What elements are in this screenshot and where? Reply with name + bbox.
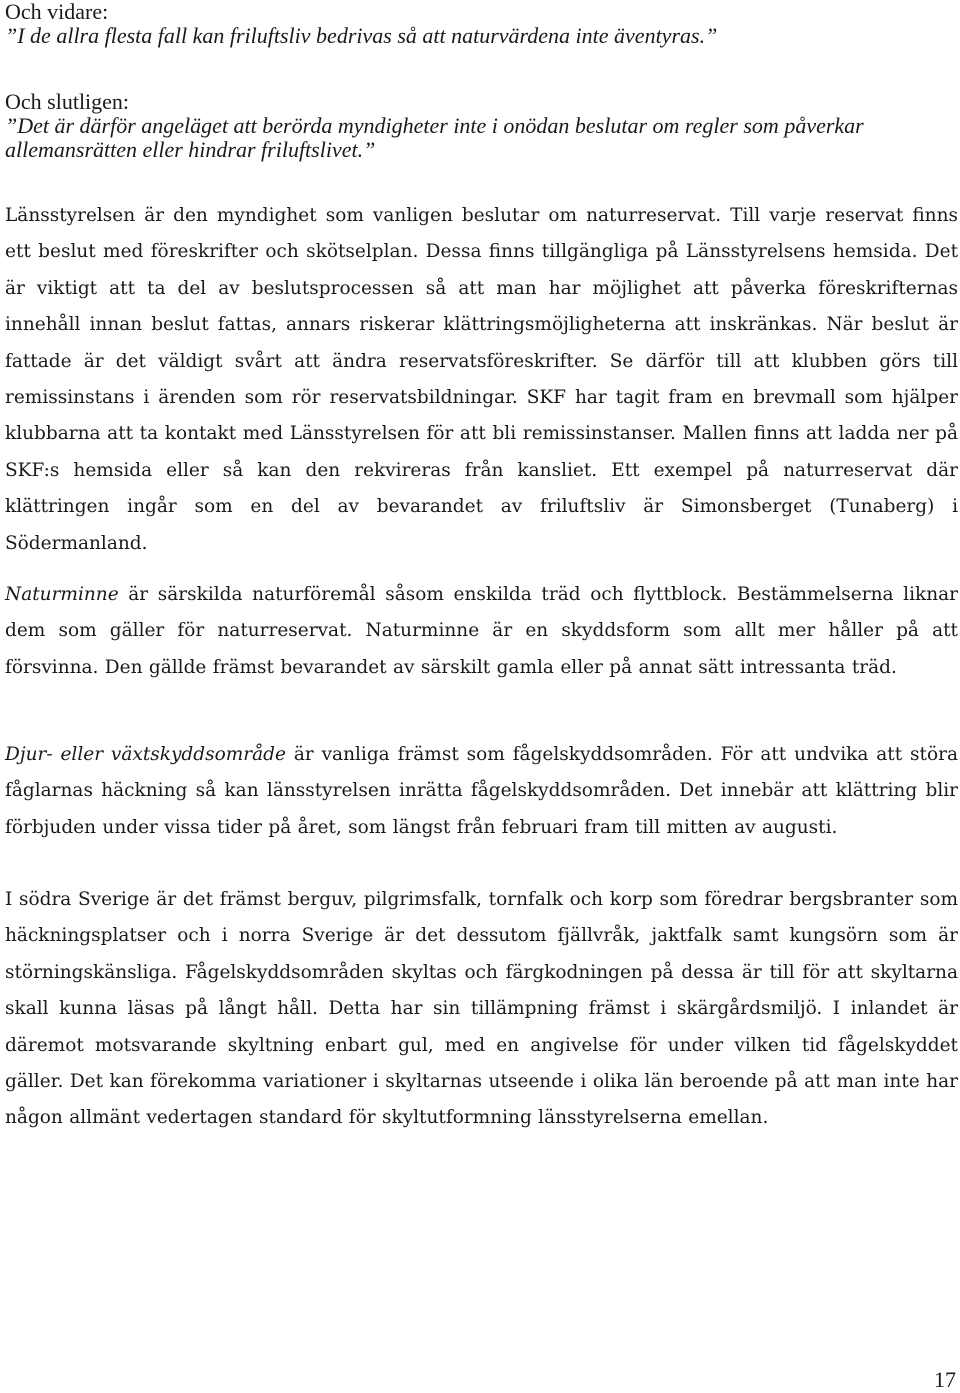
intro-quotes (5, 0, 958, 162)
intro-line-2: Och slutligen: (5, 89, 130, 114)
paragraph-naturminne-text: är särskilda naturföremål såsom enskilda träd och flyttblock. Bestämmelserna liknar dem som gäller för naturreservat. Naturminne är en skyddsform som allt mer håller på att försvinna. Den gällde främst bevarandet av särskilt gamla eller på annat sätt intressanta träd. (5, 584, 958, 678)
paragraph-naturminne (5, 577, 958, 686)
paragraph-sodra-sverige: I södra Sverige är det främst berguv, pilgrimsfalk, tornfalk och korp som föredrar bergsbranter som häckningsplatser och i norra Sverige är det dessutom fjällvråk, jaktfalk samt kungsörn som är störningskänsliga. Fågelskyddsområden skyltas och färgkodningen på dessa är till för att skyltarna skall kunna läsas på långt håll. Detta har sin tillämpning främst i skärgårdsmiljö. I inlandet är däremot motsvarande skyltning enbart gul, med en angivelse för under vilken tid fågelskyddet gäller. Det kan förekomma variationer i skyltarnas utseende i olika län beroende på att man inte har någon allmänt vedertagen standard för skyltutformning länsstyrelserna emellan. (5, 889, 958, 1129)
spacer (5, 48, 958, 90)
intro-quote-1: ”I de allra flesta fall kan friluftsliv bedrivas så att naturvärdena inte äventyras.” (5, 23, 718, 48)
intro-quote-2: ”Det är därför angeläget att berörda myndigheter inte i onödan beslutar om regler som påverkar allemansrätten eller hindrar friluftslivet.” (5, 113, 864, 162)
page-number: 17 (934, 1367, 956, 1392)
paragraph-naturreservat: Länsstyrelsen är den myndighet som vanligen beslutar om naturreservat. Till varje reservat finns ett beslut med föreskrifter och skötselplan. Dessa finns tillgängliga på Länsstyrelsens hemsida. Det är viktigt att ta del av beslutsprocessen så att man har möjlighet att påverka föreskrifternas innehåll innan beslut fattas, annars riskerar klättringsmöjligheterna att inskränkas. När beslut är fattade är det väldigt svårt att ändra reservatsföreskrifter. Se därför till att klubben görs till remissinstans i ärenden som rör reservatsbildningar. SKF har tagit fram en brevmall som hjälper klubbarna att ta kontakt med Länsstyrelsen för att bli remissinstanser. Mallen finns att ladda ner på SKF:s hemsida eller så kan den rekvireras från kansliet. Ett exempel på naturreservat där klättringen ingår som en del av bevarandet av friluftsliv är Simonsberget (Tunaberg) i Södermanland. (5, 205, 958, 554)
paragraph-skyddsomrade (5, 737, 958, 846)
intro-line-1: Och vidare: (5, 0, 109, 24)
paragraph-skyddsomrade-text: är vanliga främst som fågelskyddsområden. För att undvika att störa fåglarnas häckning så kan länsstyrelsen inrätta fågelskyddsområden. Det innebär att klättring blir förbjuden under vissa tider på året, som längst från februari fram till mitten av augusti. (5, 744, 958, 838)
term-skyddsomrade: Djur- eller växtskyddsområde (5, 744, 286, 765)
term-naturminne: Naturminne (5, 584, 119, 605)
